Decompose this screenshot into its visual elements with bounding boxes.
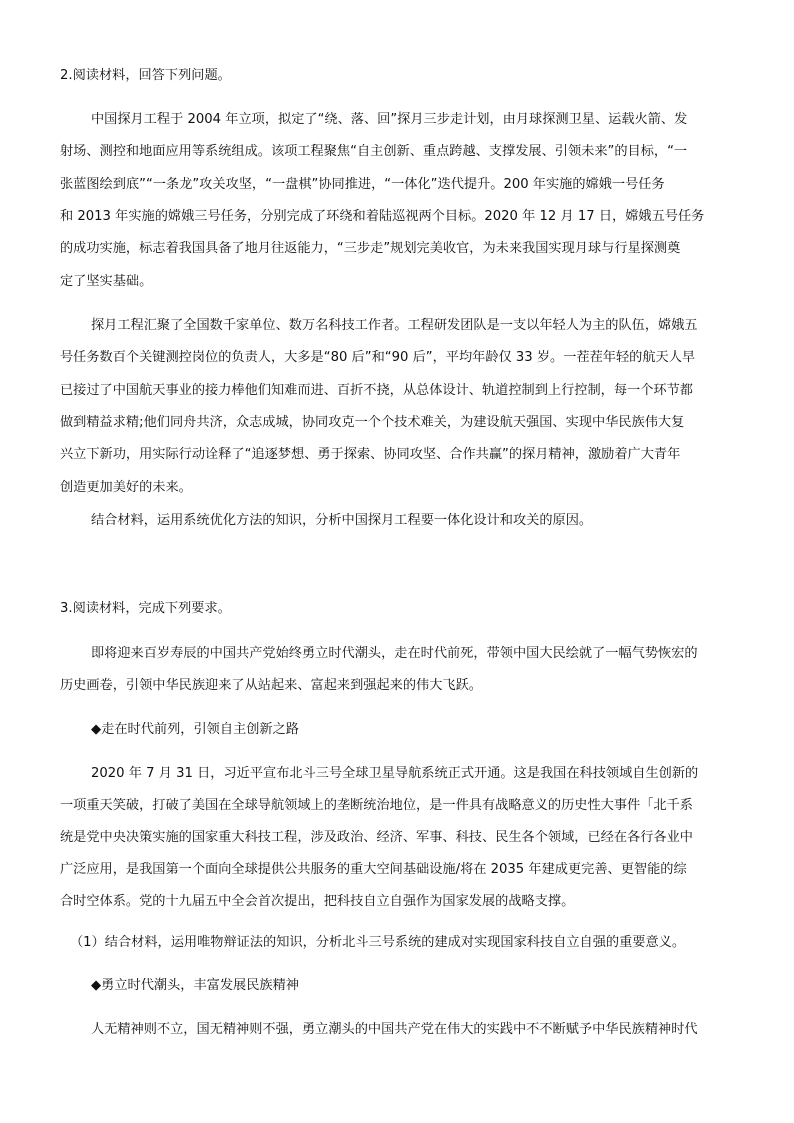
- q3-intro-line-2: 历史画卷，引领中华民族迎来了从站起来、富起来到强起来的伟大飞跃。: [60, 678, 482, 693]
- q2-p1-line-4: 和 2013 年实施的嫦娥三号任务，分别完成了环绕和着陆巡视两个目标。2020 年 12 月 17 日，嫦娥五号任务: [60, 209, 705, 224]
- question-3-heading: 3.阅读材料，完成下列要求。: [60, 601, 231, 616]
- q3-p1-line-4: 广泛应用，是我国第一个面向全球提供公共服务的重大空间基础设施/将在 2035 年建成更完善、更智能的综: [60, 862, 687, 877]
- q2-question: 结合材料，运用系统优化方法的知识，分析中国探月工程要一体化设计和攻关的原因。: [91, 513, 593, 528]
- q3-p1-line-5: 合时空体系。党的十九届五中全会首次提出，把科技自立自强作为国家发展的战略支撑。: [60, 894, 575, 909]
- q3-p2-line-1: 人无精神则不立，国无精神则不强，勇立潮头的中国共产党在伟大的实践中不不断赋予中华民族精神时代: [91, 1022, 698, 1037]
- q3-intro-line-1: 即将迎来百岁寿辰的中国共产党始终勇立时代潮头，走在时代前死，带领中国大民绘就了一幅气势恢宏的: [91, 646, 698, 661]
- q2-p1-line-5: 的成功实施，标志着我国具备了地月往返能力，“三步走”规划完美收官，为未来我国实现月球与行星探测奠: [60, 241, 681, 256]
- q2-p2-line-3: 已接过了中国航天事业的接力棒他们知难而进、百折不挠，从总体设计、轨道控制到上行控制，每一个环节都: [60, 383, 693, 398]
- q2-p2-line-4: 做到精益求精;他们同舟共济，众志成城，协同攻克一个个技术难关，为建设航天强国、实现中华民族伟大复: [60, 415, 685, 430]
- q3-question-1: （1）结合材料，运用唯物辩证法的知识，分析北斗三号系统的建成对实现国家科技自立自强的重要意义。: [70, 935, 686, 950]
- q2-p2-line-6: 创造更加美好的未来。: [60, 480, 192, 495]
- question-2-heading: 2.阅读材料，回答下列问题。: [60, 68, 231, 83]
- q3-p1-line-2: 一项重天笑破，打破了美国在全球导航领域上的垄断统治地位，是一件具有战略意义的历史性大事件「北千系: [60, 798, 693, 813]
- q2-p1-line-1: 中国探月工程于 2004 年立项，拟定了“绕、落、回”探月三步走计划，由月球探测卫星、运载火箭、发: [91, 112, 688, 127]
- q2-p1-line-2: 射场、测控和地面应用等系统组成。该项工程聚焦“自主创新、重点跨越、支撑发展、引领未来”的目标，“一: [60, 144, 688, 159]
- q3-p1-line-1: 2020 年 7 月 31 日，习近平宣布北斗三号全球卫星导航系统正式开通。这是我国在科技领域自生创新的: [91, 766, 699, 781]
- q2-p2-line-5: 兴立下新功，用实际行动诠释了“追逐梦想、勇于探索、协同攻坚、合作共赢”的探月精神，激励着广大青年: [60, 447, 681, 462]
- q2-p1-line-3: 张蓝图绘到底”“一条龙”攻关攻坚，“一盘棋”协同推进，“一体化”迭代提升。200 年实施的嫦娥一号任务: [60, 177, 665, 192]
- q2-p2-line-1: 探月工程汇聚了全国数千家单位、数万名科技工作者。工程研发团队是一支以年轻人为主的队伍，嫦娥五: [91, 318, 698, 333]
- q3-section-heading-1: ◆走在时代前列，引领自主创新之路: [91, 722, 299, 737]
- q2-p2-line-2: 号任务数百个关键测控岗位的负责人，大多是“80 后”和“90 后”，平均年龄仅 33 岁。一茬茬年轻的航天人早: [60, 350, 696, 365]
- q2-p1-line-6: 定了坚实基础。: [60, 274, 153, 289]
- q3-section-heading-2: ◆勇立时代潮头，丰富发展民族精神: [91, 978, 299, 993]
- q3-p1-line-3: 统是党中央决策实施的国家重大科技工程，涉及政治、经济、军事、科技、民生各个领域，已经在各行各业中: [60, 830, 693, 845]
